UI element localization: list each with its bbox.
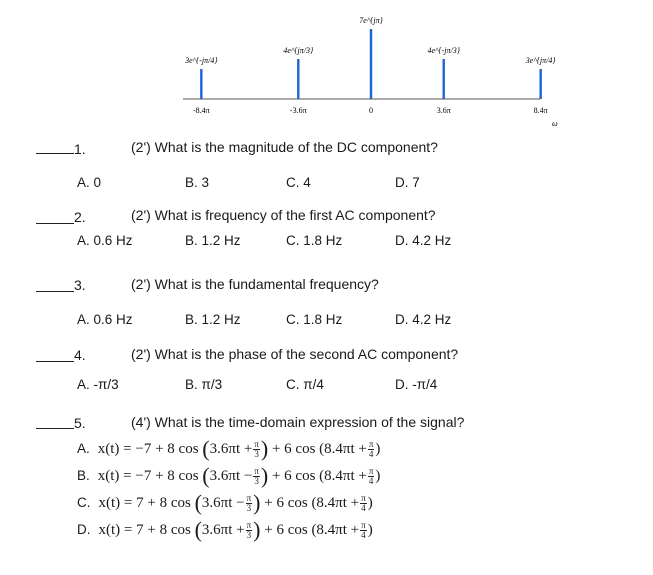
equation-arg1: 3.6πt +: [209, 441, 253, 457]
fraction: $\frac{\pi}{3}$: [254, 466, 259, 487]
equation-term2: + 6 cos (8.4πt +: [271, 468, 367, 484]
spectrum-line-label: 4e^{-jπ/3}: [427, 46, 460, 55]
paren-close: ): [260, 436, 269, 461]
frequency-tick-label: 3.6π: [436, 106, 451, 115]
question-number-2: 2.: [74, 209, 86, 225]
spectrum-line-label: 4e^{jπ/3}: [283, 46, 314, 55]
spectrum-plot: [0, 0, 653, 135]
axis-label-omega: ω: [552, 119, 558, 128]
equation-term2: + 6 cos (8.4πt +: [264, 522, 360, 538]
option-1d: D. 7: [395, 175, 420, 190]
fraction: $\frac{\pi}{3}$: [246, 493, 252, 514]
option-1b: B. 3: [185, 175, 210, 190]
equation-lhs: x(t) = −7 + 8 cos: [97, 441, 199, 457]
question-text-5: (4') What is the time-domain expression of the signal?: [131, 414, 465, 430]
frequency-tick-label: -3.6π: [289, 106, 307, 115]
option-letter: D.: [77, 522, 91, 537]
paren-open: (: [202, 463, 210, 488]
option-5c: [77, 490, 373, 516]
option-4b: B. π/3: [185, 377, 223, 392]
frequency-tick-label: -8.4π: [192, 106, 210, 115]
fraction: $\frac{\pi}{3}$: [254, 439, 259, 460]
equation-lhs: x(t) = −7 + 8 cos: [97, 468, 199, 484]
option-2d: D. 4.2 Hz: [395, 233, 452, 248]
fraction: $\frac{\pi}{4}$: [361, 493, 366, 514]
equation-arg1: 3.6πt +: [201, 522, 245, 538]
paren-close: ): [253, 517, 261, 542]
option-4a: A. -π/3: [77, 377, 119, 392]
paren-close: ): [375, 441, 381, 457]
option-4c: C. π/4: [286, 377, 324, 392]
option-3b: B. 1.2 Hz: [185, 312, 241, 327]
equation-term2: + 6 cos (8.4πt +: [264, 495, 360, 511]
question-number-1: 1.: [74, 141, 86, 157]
option-2c: C. 1.8 Hz: [286, 233, 343, 248]
answer-blank-4[interactable]: [36, 361, 74, 362]
equation-term2: + 6 cos (8.4πt +: [271, 441, 367, 457]
question-text-4: (2') What is the phase of the second AC component?: [131, 346, 459, 362]
answer-blank-5[interactable]: [36, 428, 74, 429]
paren-close: ): [260, 463, 269, 488]
fraction: $\frac{\pi}{4}$: [368, 439, 374, 460]
question-number-5: 5.: [74, 415, 86, 431]
question-number-4: 4.: [74, 347, 86, 363]
option-3c: C. 1.8 Hz: [286, 312, 343, 327]
spectrum-line-label: 3e^{jπ/4}: [525, 56, 556, 65]
paren-open: (: [202, 436, 210, 461]
option-3d: D. 4.2 Hz: [395, 312, 452, 327]
option-1c: C. 4: [286, 175, 311, 190]
fraction: $\frac{\pi}{4}$: [361, 520, 366, 541]
option-2a: A. 0.6 Hz: [77, 233, 133, 248]
option-letter: A.: [77, 441, 90, 456]
option-3a: A. 0.6 Hz: [77, 312, 133, 327]
answer-blank-1[interactable]: [36, 153, 74, 154]
question-text-1: (2') What is the magnitude of the DC component?: [131, 139, 438, 155]
paren-close: ): [367, 522, 373, 538]
option-letter: B.: [77, 468, 90, 483]
equation-arg1: 3.6πt −: [201, 495, 245, 511]
frequency-tick-label: 8.4π: [533, 106, 548, 115]
question-text-3: (2') What is the fundamental frequency?: [131, 276, 379, 292]
option-letter: C.: [77, 495, 91, 510]
spectrum-line-label: 3e^{-jπ/4}: [185, 56, 218, 65]
spectrum-line-label: 7e^{jπ}: [359, 16, 383, 25]
paren-close: ): [253, 490, 261, 515]
paren-open: (: [194, 490, 202, 515]
option-5a: [77, 436, 380, 462]
paren-close: ): [367, 495, 373, 511]
option-1a: A. 0: [77, 175, 102, 190]
equation-arg1: 3.6πt −: [209, 468, 253, 484]
answer-blank-3[interactable]: [36, 291, 74, 292]
paren-close: ): [375, 468, 381, 484]
option-4d: D. -π/4: [395, 377, 438, 392]
question-text-2: (2') What is frequency of the first AC component?: [131, 207, 436, 223]
equation-lhs: x(t) = 7 + 8 cos: [98, 495, 191, 511]
fraction: $\frac{\pi}{3}$: [246, 520, 252, 541]
question-number-3: 3.: [74, 277, 86, 293]
option-5b: [77, 463, 380, 489]
answer-blank-2[interactable]: [36, 223, 74, 224]
option-5d: [77, 517, 373, 543]
paren-open: (: [194, 517, 202, 542]
option-2b: B. 1.2 Hz: [185, 233, 241, 248]
fraction: $\frac{\pi}{4}$: [368, 466, 374, 487]
frequency-tick-label: 0: [369, 106, 373, 115]
equation-lhs: x(t) = 7 + 8 cos: [98, 522, 191, 538]
